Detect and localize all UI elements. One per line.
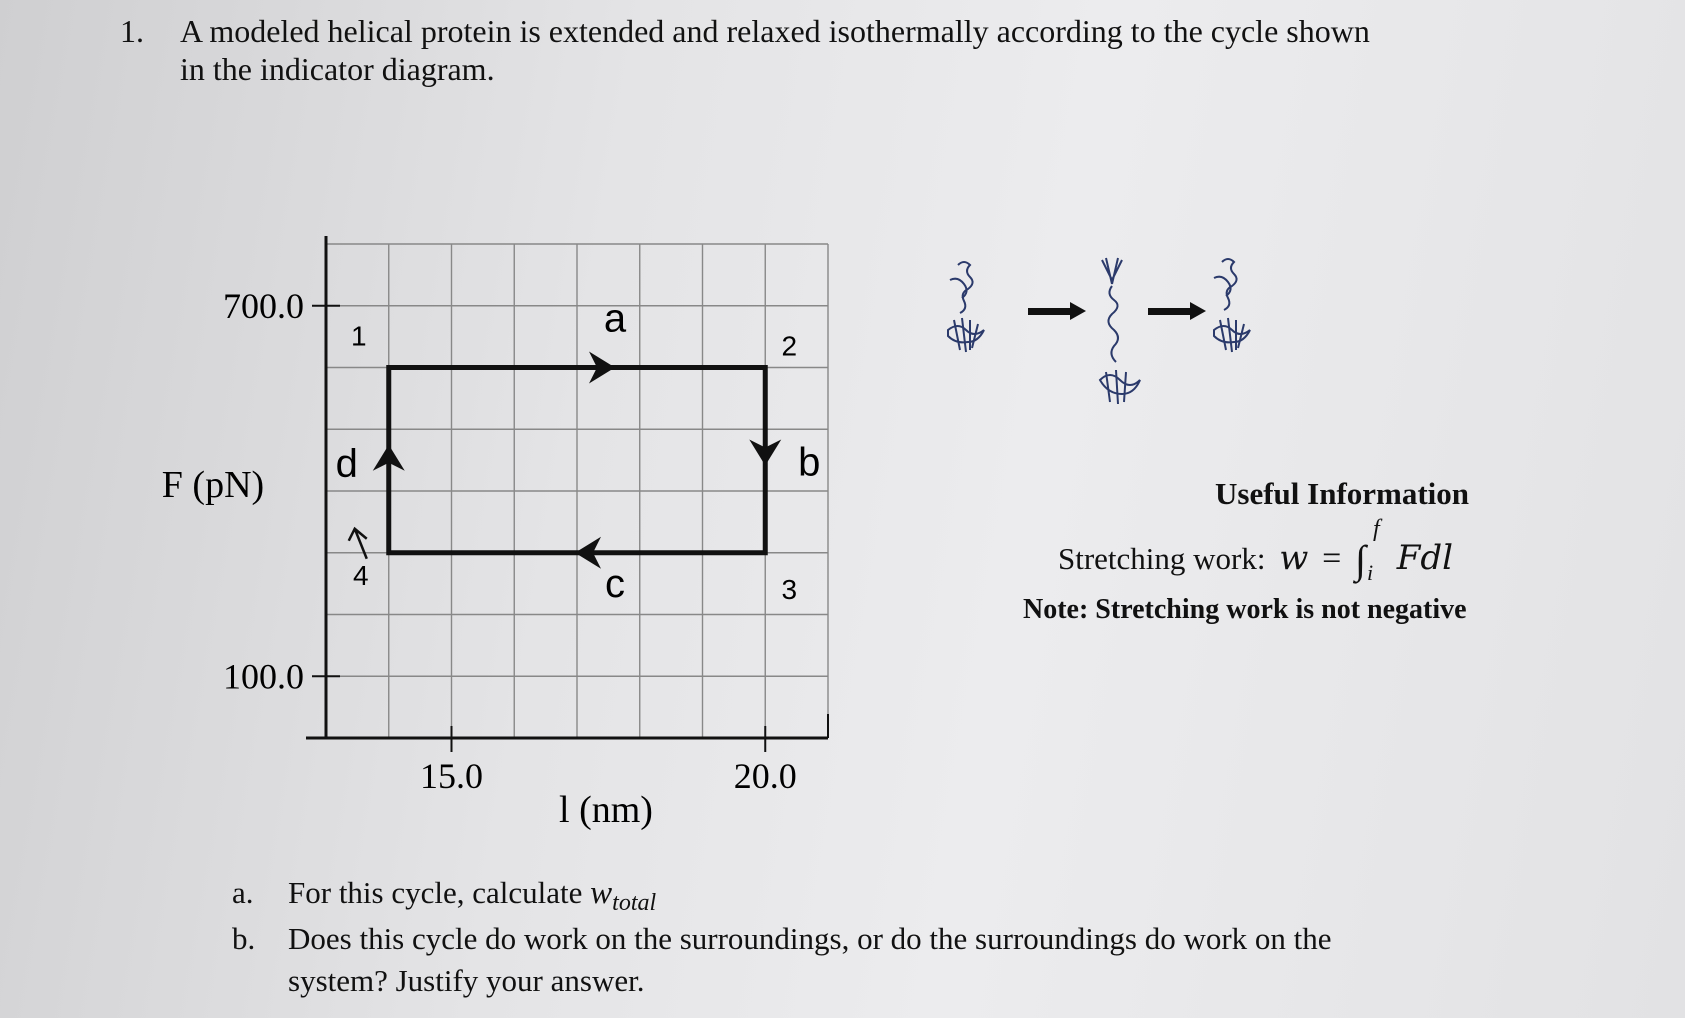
y-tick-label: 700.0 xyxy=(223,285,304,326)
part-a-variable: w xyxy=(590,875,613,911)
part-b-letter: b. xyxy=(232,921,256,956)
integral-upper-limit: f xyxy=(1373,516,1380,542)
formula-equals: = xyxy=(1322,540,1342,577)
useful-info-heading: Useful Information xyxy=(1215,476,1470,511)
x-axis-label: l (nm) xyxy=(559,789,653,831)
question-text-line2: in the indicator diagram. xyxy=(180,51,495,87)
part-a-subscript: total xyxy=(612,890,657,917)
stretching-work-formula xyxy=(1058,516,1454,585)
protein-extended-icon xyxy=(1100,258,1140,404)
part-b-text xyxy=(288,918,1488,1002)
formula-integrand: Fdl xyxy=(1396,538,1454,578)
vertex-label-4: 4 xyxy=(352,559,369,591)
segment-label-d: d xyxy=(335,441,358,486)
part-a-prompt: For this cycle, calculate xyxy=(288,875,591,910)
part-a-letter: a. xyxy=(232,875,254,910)
chart-grid xyxy=(326,244,828,738)
y-axis-label: F (pN) xyxy=(161,464,265,506)
integral-lower-limit: i xyxy=(1367,560,1374,585)
part-b-line2: system? Justify your answer. xyxy=(288,963,645,998)
arrow-right-icon xyxy=(1028,302,1086,320)
protein-illustration xyxy=(940,250,1280,440)
integral-sign: ∫ xyxy=(1355,537,1367,582)
formula-w: w xyxy=(1279,538,1309,578)
question-number: 1. xyxy=(120,13,144,49)
segment-label-c: c xyxy=(605,561,625,606)
vertex-label-2: 2 xyxy=(781,330,798,362)
vertex-label-3: 3 xyxy=(781,573,798,605)
chart-axes xyxy=(306,236,828,752)
part-a-text xyxy=(288,872,656,924)
segment-label-a: a xyxy=(603,296,627,341)
arrow-right-icon xyxy=(1148,302,1206,320)
x-tick-label: 15.0 xyxy=(420,756,483,796)
vertex-4-pointer-icon xyxy=(349,529,367,559)
protein-compact-icon xyxy=(1214,259,1250,352)
part-b-line1: Does this cycle do work on the surroundings, or do the surroundings do work on the xyxy=(288,921,1332,956)
segment-label-b: b xyxy=(798,440,821,485)
stretching-note: Note: Stretching work is not negative xyxy=(1023,594,1467,625)
y-tick-label: 100.0 xyxy=(223,656,304,697)
question-text-line1: A modeled helical protein is extended and relaxed isothermally according to the cycle shown xyxy=(180,13,1370,49)
protein-compact-icon xyxy=(948,262,984,352)
x-tick-label: 20.0 xyxy=(733,756,797,796)
stretching-label: Stretching work: xyxy=(1058,541,1266,576)
vertex-label-1: 1 xyxy=(350,320,367,352)
